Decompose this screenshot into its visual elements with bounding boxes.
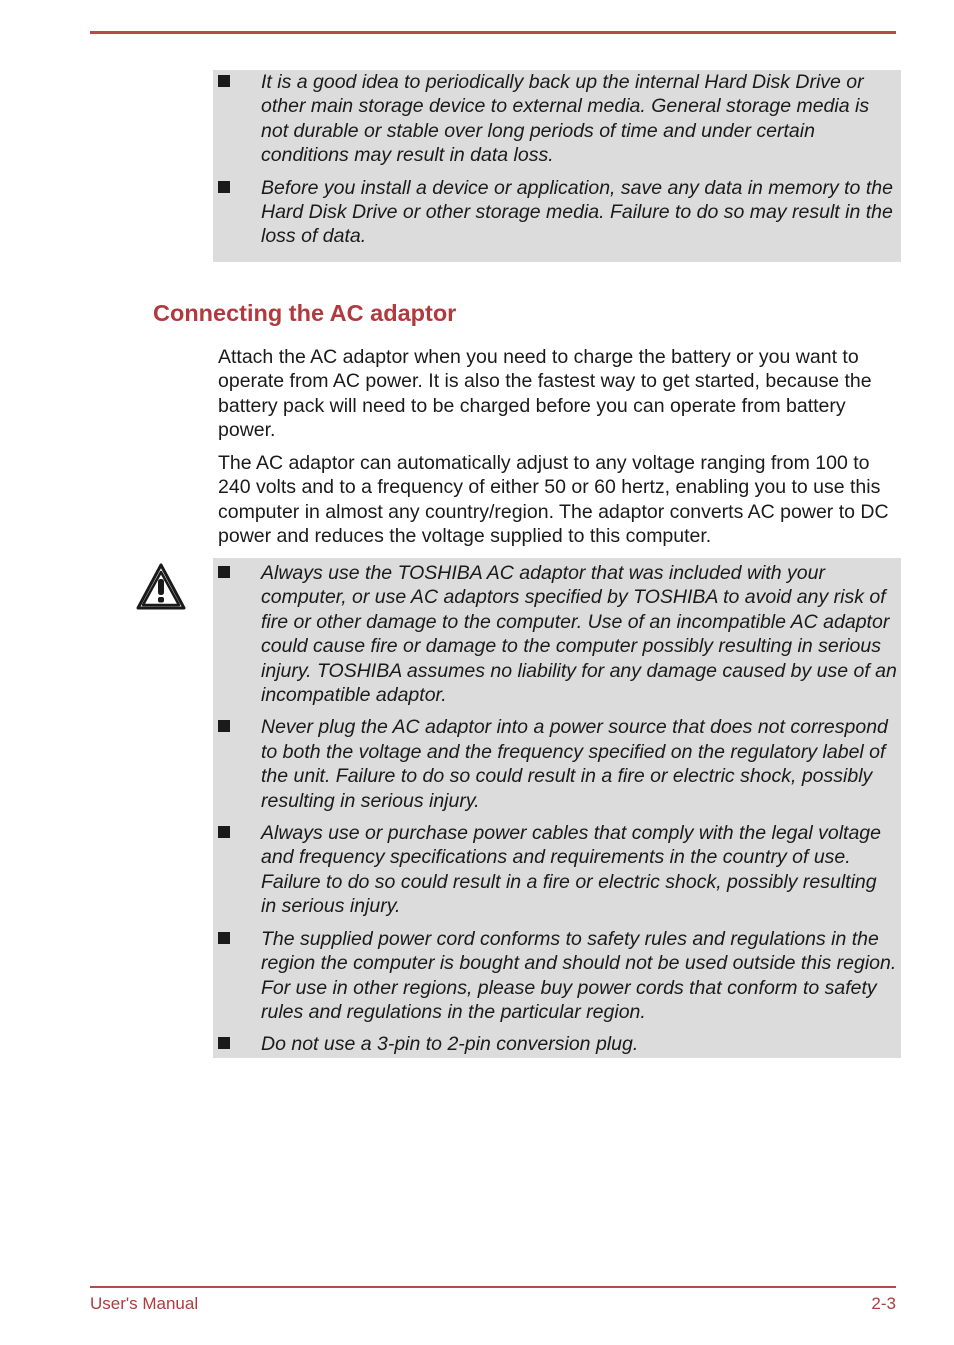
note-item (213, 176, 901, 249)
header-rule (90, 31, 896, 34)
square-bullet-icon (218, 1037, 230, 1049)
warning-item (213, 561, 901, 707)
warning-list (213, 558, 901, 1057)
warning-text: Always use or purchase power cables that comply with the legal voltage and frequency specifications and requirements in the country of use. Failure to do so could result in a fire or electric shock, possibly resulting in serious injury. (261, 822, 881, 918)
warning-note-box (213, 558, 901, 1058)
warning-item (213, 821, 901, 919)
warning-text: Do not use a 3-pin to 2-pin conversion plug. (261, 1033, 639, 1056)
footer-page-number: 2-3 (871, 1294, 896, 1313)
warning-text: Always use the TOSHIBA AC adaptor that was included with your computer, or use AC adaptors specified by TOSHIBA to avoid any risk of fire or other damage to the computer. Use of an incompatible AC adaptor could cause fire or damage to the computer possibly resulting in serious injury. TOSHIBA assumes no liability for any damage caused by use of an incompatible adaptor. (261, 562, 897, 707)
note-text: Before you install a device or application, save any data in memory to the Hard Disk Drive or other storage media. Failure to do so may result in the loss of data. (261, 176, 893, 248)
warning-item (213, 927, 901, 1025)
backup-note-list (213, 70, 901, 249)
square-bullet-icon (218, 181, 230, 193)
body-paragraph: The AC adaptor can automatically adjust to any voltage ranging from 100 to 240 volts and to a frequency of either 50 or 60 hertz, enabling you to use this computer in almost any country/region. The adaptor converts AC power to DC power and reduces the voltage supplied to this computer. (218, 452, 889, 548)
warning-item (213, 715, 901, 813)
square-bullet-icon (218, 932, 230, 944)
square-bullet-icon (218, 75, 230, 87)
backup-note-box (213, 70, 901, 262)
square-bullet-icon (218, 566, 230, 578)
section-title: Connecting the AC adaptor (153, 300, 457, 326)
footer-rule (90, 1286, 896, 1288)
warning-item (213, 1032, 901, 1056)
footer-manual-title: User's Manual (90, 1294, 199, 1313)
note-text: It is a good idea to periodically back up the internal Hard Disk Drive or other main storage device to external media. General storage media is not durable or stable over long periods of time and under certain conditions may result in data loss. (261, 71, 870, 167)
warning-text: Never plug the AC adaptor into a power source that does not correspond to both the voltage and the frequency specified on the regulatory label of the unit. Failure to do so could result in a fire or electric shock, possibly resulting in serious injury. (261, 716, 888, 812)
warning-triangle-icon (136, 562, 186, 612)
square-bullet-icon (218, 826, 230, 838)
warning-text: The supplied power cord conforms to safety rules and regulations in the region the computer is bought and should not be used outside this region. For use in other regions, please buy power cords that conform to safety rules and regulations in the particular region. (261, 927, 897, 1023)
note-item (213, 70, 901, 168)
body-paragraph: Attach the AC adaptor when you need to charge the battery or you want to operate from AC power. It is also the fastest way to get started, because the battery pack will need to be charged before you can operate from battery power. (218, 346, 872, 442)
square-bullet-icon (218, 720, 230, 732)
